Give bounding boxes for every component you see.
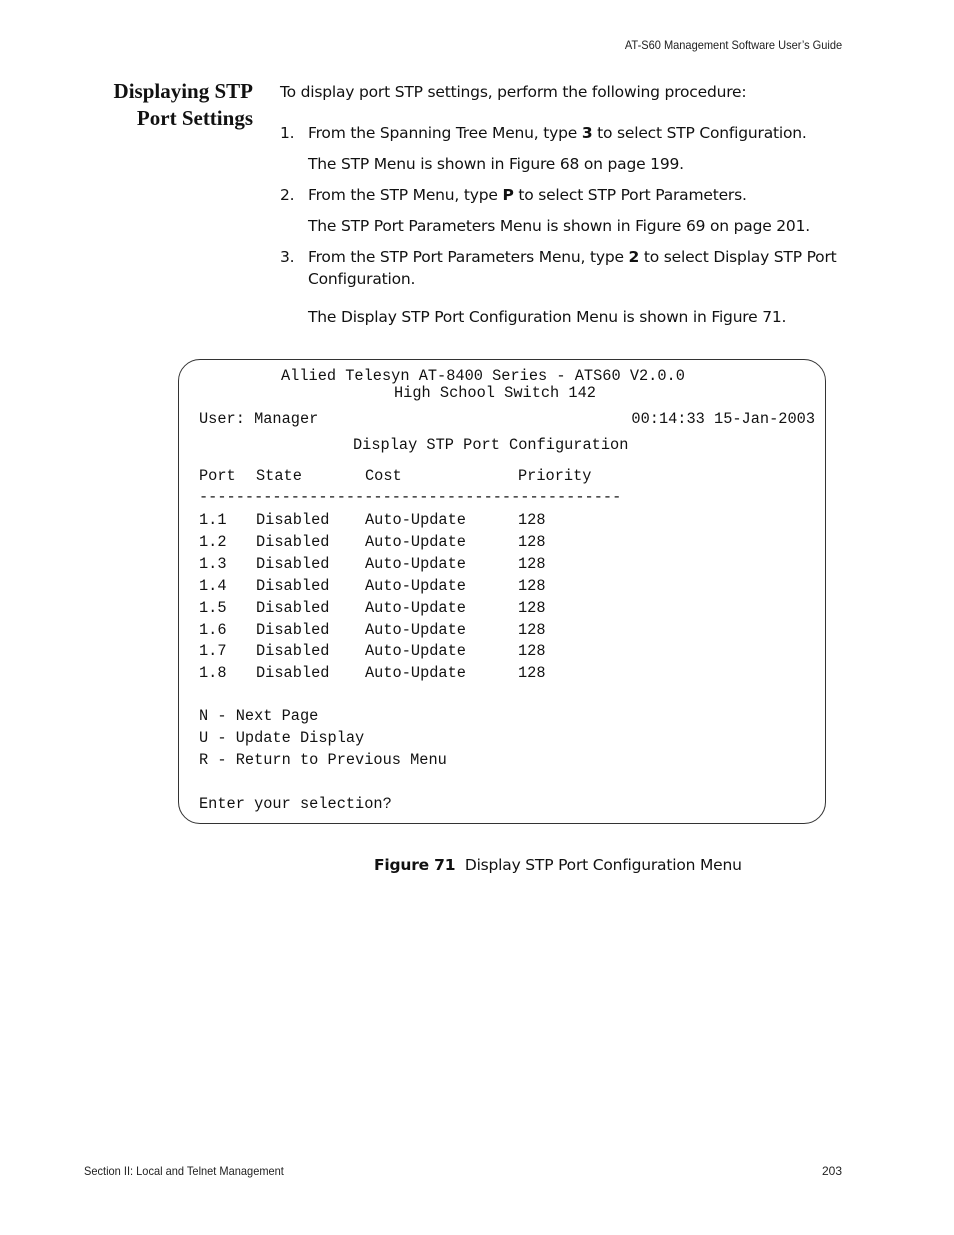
table-cell: 1.6 xyxy=(199,620,227,639)
table-cell: Disabled xyxy=(256,511,330,529)
terminal-screen-title: Display STP Port Configuration xyxy=(353,436,629,454)
intro-paragraph: To display port STP settings, perform the following procedure: xyxy=(280,83,747,101)
table-cell: Disabled xyxy=(256,532,330,551)
table-cell: 128 xyxy=(518,664,546,683)
table-cell: 128 xyxy=(518,576,546,595)
section-heading-line1: Displaying STP xyxy=(113,79,253,103)
section-heading xyxy=(78,78,253,132)
terminal-prompt: Enter your selection? xyxy=(199,795,392,813)
figure-caption xyxy=(374,856,742,874)
table-cell: Disabled xyxy=(256,598,330,617)
step-2-text: From the STP Menu, type P to select STP Port Parameters. xyxy=(308,186,747,204)
step-3-text: From the STP Port Parameters Menu, type 2 to select Display STP Port Configuration. xyxy=(308,248,837,288)
table-cell: 128 xyxy=(518,642,546,661)
table-cell: 1.1 xyxy=(199,511,227,529)
table-cell: 128 xyxy=(518,511,546,529)
step-1-note: The STP Menu is shown in Figure 68 on page 199. xyxy=(308,155,684,173)
figure-title: Display STP Port Configuration Menu xyxy=(464,856,742,874)
table-cell: Auto-Update xyxy=(365,532,466,551)
page-number: 203 xyxy=(821,1164,842,1178)
step-1-number: 1. xyxy=(280,124,295,142)
column-cost: Cost xyxy=(365,467,402,485)
table-cell: Auto-Update xyxy=(365,620,466,639)
terminal-user: User: Manager xyxy=(199,410,319,428)
step-2-number: 2. xyxy=(280,186,295,204)
table-cell: 1.8 xyxy=(199,664,227,683)
terminal-timestamp: 00:14:33 15-Jan-2003 xyxy=(631,410,815,428)
step-1-text: From the Spanning Tree Menu, type 3 to select STP Configuration. xyxy=(308,124,807,142)
step-3-key: 2 xyxy=(628,248,640,266)
table-cell: Disabled xyxy=(256,576,330,595)
table-cell: 1.2 xyxy=(199,532,227,551)
table-cell: 128 xyxy=(518,620,546,639)
table-cell: Auto-Update xyxy=(365,642,466,661)
table-cell: 128 xyxy=(518,554,546,573)
table-cell: Auto-Update xyxy=(365,576,466,595)
table-cell: Auto-Update xyxy=(365,664,466,683)
table-cell: Disabled xyxy=(256,664,330,683)
section-heading-line2: Port Settings xyxy=(136,106,253,130)
column-priority: Priority xyxy=(518,467,592,485)
table-cell: Disabled xyxy=(256,642,330,661)
option-return-menu: R - Return to Previous Menu xyxy=(199,751,447,769)
table-cell: 128 xyxy=(518,598,546,617)
table-cell: 1.3 xyxy=(199,554,227,573)
table-cell: 128 xyxy=(518,532,546,551)
terminal-screen xyxy=(178,359,826,824)
table-cell: Auto-Update xyxy=(365,554,466,573)
option-next-page: N - Next Page xyxy=(199,707,319,725)
terminal-title-line2: High School Switch 142 xyxy=(394,384,596,402)
terminal-divider: ---------------------------------------------- xyxy=(199,488,622,506)
step-3-note: The Display STP Port Configuration Menu is shown in Figure 71. xyxy=(308,308,787,326)
step-2-key: P xyxy=(502,186,514,204)
table-cell: Auto-Update xyxy=(365,511,466,529)
step-1-key: 3 xyxy=(581,124,593,142)
step-3-number: 3. xyxy=(280,248,295,266)
column-state: State xyxy=(256,467,302,485)
figure-label: Figure 71 xyxy=(374,856,456,874)
column-port: Port xyxy=(199,467,236,485)
table-cell: 1.5 xyxy=(199,598,227,617)
table-cell: Disabled xyxy=(256,620,330,639)
running-header: AT-S60 Management Software User’s Guide xyxy=(624,38,842,52)
terminal-title-line1: Allied Telesyn AT-8400 Series - ATS60 V2.0.0 xyxy=(281,367,685,385)
table-cell: 1.4 xyxy=(199,576,227,595)
table-cell: Auto-Update xyxy=(365,598,466,617)
table-cell: Disabled xyxy=(256,554,330,573)
option-update-display: U - Update Display xyxy=(199,729,365,747)
table-cell: 1.7 xyxy=(199,642,227,661)
footer-section: Section II: Local and Telnet Management xyxy=(84,1164,284,1178)
step-2-note: The STP Port Parameters Menu is shown in Figure 69 on page 201. xyxy=(308,217,810,235)
